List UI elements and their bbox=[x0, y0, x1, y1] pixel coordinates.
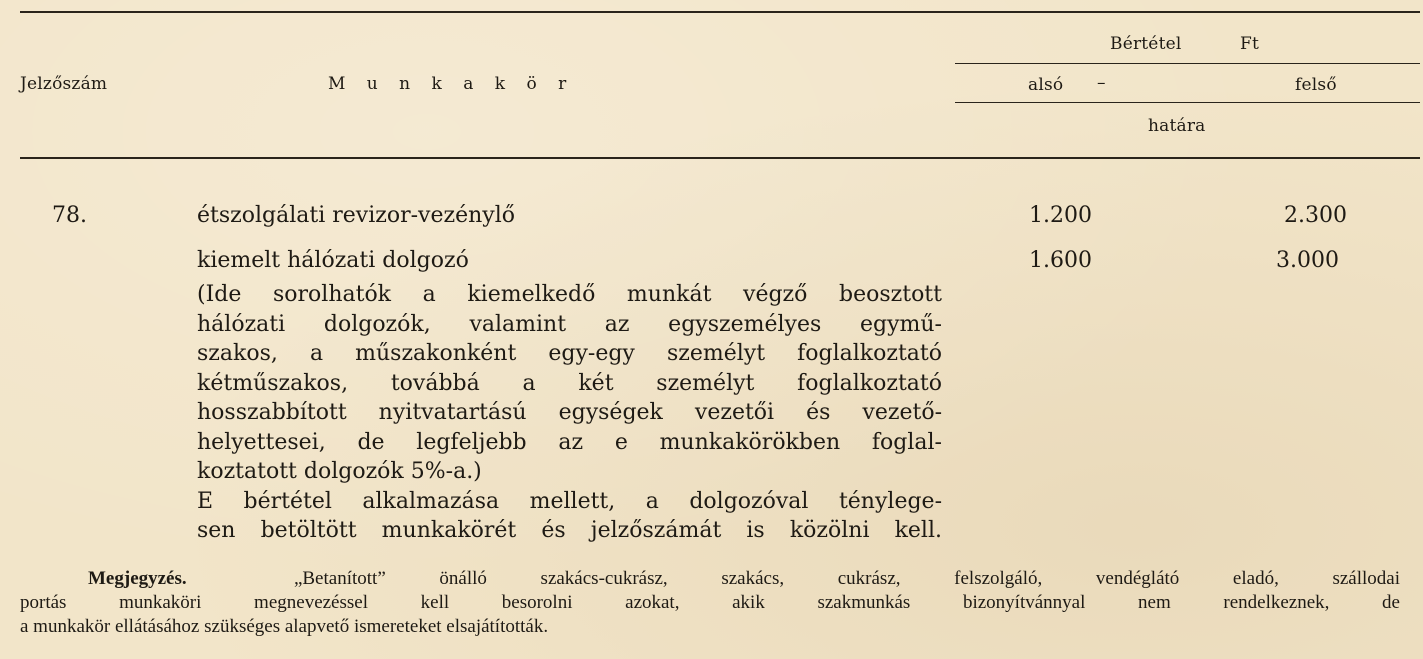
row-78-upper: 2.300 bbox=[1284, 203, 1347, 228]
table-top-rule bbox=[20, 11, 1420, 13]
row-78-lower: 1.200 bbox=[1029, 203, 1092, 228]
description-line: E bértétel alkalmazása mellett, a dolgozóval ténylege- bbox=[197, 488, 942, 514]
header-upper: felső bbox=[1295, 75, 1337, 95]
header-wage-group: Bértétel bbox=[1110, 34, 1182, 54]
row-2-title: kiemelt hálózati dolgozó bbox=[197, 248, 469, 273]
description-line: hálózati dolgozók, valamint az egyszemélyes egymű- bbox=[197, 311, 942, 337]
description-line: hosszabbított nyitvatartású egységek vezetői és vezető- bbox=[197, 400, 942, 425]
header-job-column: M u n k a k ö r bbox=[328, 74, 575, 94]
note-line-2: portás munkaköri megnevezéssel kell besorolni azokat, akik szakmunkás bizonyítvánnyal nem rendelkeznek, de bbox=[20, 592, 1400, 613]
header-code-column: Jelzőszám bbox=[20, 74, 108, 94]
row-78-code: 78. bbox=[52, 203, 87, 228]
description-line: sen betöltött munkakörét és jelzőszámát is közölni kell. bbox=[197, 518, 942, 543]
note-label: Megjegyzés. bbox=[88, 568, 187, 589]
note-line-3: a munkakör ellátásához szükséges alapvető ismereteket elsajátították. bbox=[20, 616, 549, 637]
row-2-lower: 1.600 bbox=[1029, 248, 1092, 273]
header-dash: – bbox=[1097, 73, 1106, 93]
description-line: koztatott dolgozók 5%-a.) bbox=[197, 459, 482, 484]
description-line: kétműszakos, továbbá a két személyt foglalkoztató bbox=[197, 370, 942, 396]
description-line: (Ide sorolhatók a kiemelkedő munkát végző beosztott bbox=[197, 282, 942, 307]
wage-header-rule bbox=[955, 63, 1420, 64]
row-2-upper: 3.000 bbox=[1276, 248, 1339, 273]
description-line: szakos, a műszakonként egy-egy személyt foglalkoztató bbox=[197, 341, 942, 366]
lower-upper-rule bbox=[955, 102, 1420, 103]
note-text-1: „Betanított” önálló szakács-cukrász, szakács, cukrász, felszolgáló, vendéglátó eladó, szállodai bbox=[293, 568, 1401, 589]
header-limit: határa bbox=[1148, 116, 1206, 136]
header-lower: alsó bbox=[1028, 75, 1064, 95]
header-currency: Ft bbox=[1240, 34, 1260, 54]
note-block bbox=[20, 567, 1400, 639]
row-78-title: étszolgálati revizor-vezénylő bbox=[197, 203, 515, 228]
note-line-1 bbox=[20, 567, 1400, 591]
row-2-description bbox=[197, 280, 942, 546]
description-line: helyettesei, de legfeljebb az e munkakörökben foglal- bbox=[197, 429, 942, 455]
table-header-bottom-rule bbox=[20, 157, 1420, 159]
